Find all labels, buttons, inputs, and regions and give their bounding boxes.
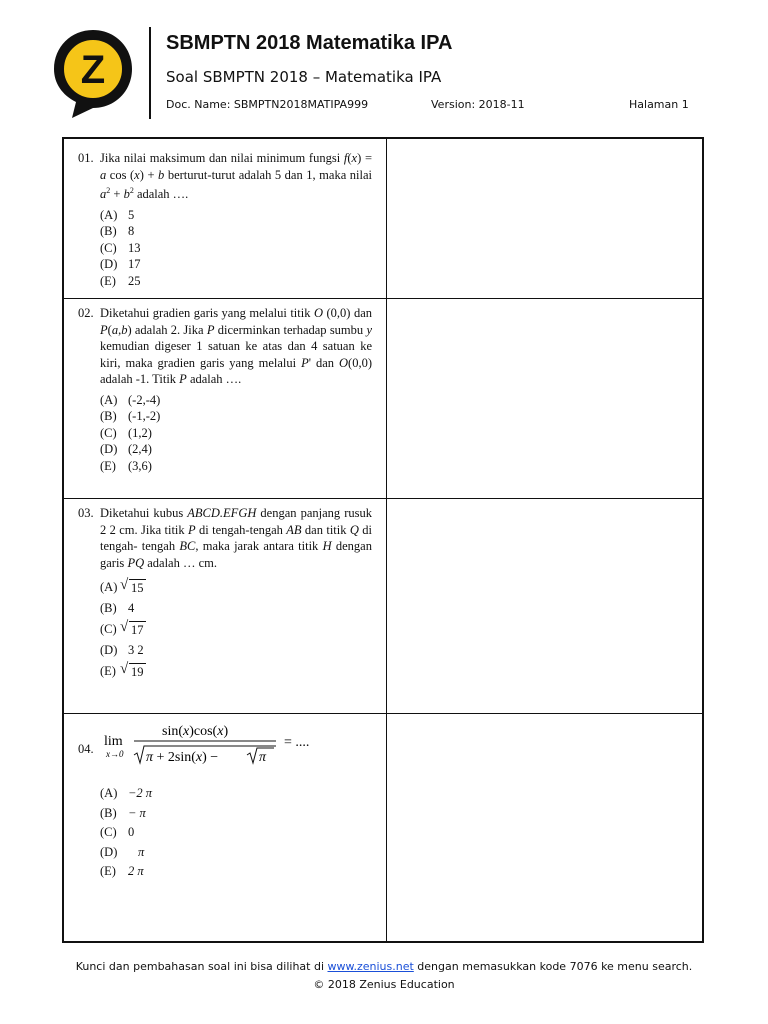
options-list: [100, 392, 372, 475]
option-e[interactable]: (E) (3,6): [100, 458, 152, 473]
question-text: Diketahui kubus ABCD.EFGH dengan panjang rusuk 2 2 cm. Jika titik P di tengah-tengah AB dan titik Q di tengah- tengah BC, maka jarak antara titik H dengan garis PQ adalah … cm.: [100, 506, 372, 570]
question-number: 02.: [78, 306, 94, 320]
copyright: © 2018 Zenius Education: [313, 978, 455, 991]
zenius-logo: [52, 28, 134, 120]
option-e[interactable]: (E) 2 π: [100, 864, 144, 878]
options-list: [100, 579, 372, 684]
row-divider: [64, 713, 702, 714]
svg-text:π: π: [259, 750, 267, 765]
option-a[interactable]: (A) (-2,-4): [100, 392, 161, 407]
zenius-link[interactable]: www.zenius.net: [327, 960, 414, 973]
doc-name: Doc. Name: SBMPTN2018MATIPA999: [166, 98, 369, 111]
question-number: 04.: [78, 742, 94, 756]
option-e[interactable]: (E) √ 19: [100, 663, 372, 684]
svg-text:sin(x)cos(x): sin(x)cos(x): [162, 724, 229, 739]
doc-version: Version: 2018-11: [431, 98, 525, 111]
question-number: 01.: [78, 151, 94, 165]
column-divider: [386, 139, 387, 941]
option-d[interactable]: (D) (2,4): [100, 442, 152, 456]
option-a[interactable]: (A) −2 π: [100, 786, 153, 800]
option-d[interactable]: (D) 3 2: [100, 643, 144, 657]
header-divider: [149, 27, 151, 119]
row-divider: [64, 298, 702, 299]
option-b[interactable]: (B) − π: [100, 805, 146, 820]
row-divider: [64, 498, 702, 499]
option-b[interactable]: (B) 8: [100, 224, 135, 239]
logo-letter: Z: [80, 48, 106, 92]
option-c[interactable]: (C) (1,2): [100, 425, 152, 440]
question-02: [78, 305, 372, 474]
svg-text:lim: lim: [104, 734, 123, 749]
options-list: [100, 207, 372, 290]
option-d[interactable]: (D) 17: [100, 257, 141, 272]
svg-text:π + 2sin(x) −: π + 2sin(x) −: [146, 750, 219, 765]
svg-text:= ....: = ....: [284, 735, 310, 750]
footer-note: Kunci dan pembahasan soal ini bisa dilihat di www.zenius.net dengan memasukkan kode 7076 ke menu search.: [75, 960, 693, 973]
option-b[interactable]: (B) 4: [100, 601, 135, 615]
limit-expression: [104, 719, 354, 769]
option-d[interactable]: (D) π: [100, 844, 145, 859]
question-text: Diketahui gradien garis yang melalui titik O (0,0) dan P(a,b) adalah 2. Jika P dicerminkan terhadap sumbu y kemudian digeser 1 satuan ke atas dan 4 satuan ke kiri, maka gradien garis yang melalui P' dan O(0,0) adalah -1. Titik P adalah ….: [100, 306, 373, 386]
option-c[interactable]: (C) √ 17: [100, 621, 372, 642]
option-a[interactable]: (A) 5: [100, 207, 135, 222]
question-table: [62, 137, 704, 943]
option-b[interactable]: (B) (-1,-2): [100, 409, 161, 423]
doc-title: SBMPTN 2018 Matematika IPA: [166, 32, 453, 54]
doc-subtitle: Soal SBMPTN 2018 – Matematika IPA: [166, 68, 442, 86]
option-c[interactable]: (C) 0: [100, 825, 135, 839]
question-number: 03.: [78, 506, 94, 520]
option-c[interactable]: (C) 13: [100, 240, 141, 255]
question-03: [78, 505, 372, 684]
option-a[interactable]: (A) √ 15: [100, 579, 372, 600]
page-number: Halaman 1: [629, 98, 689, 111]
options-list: [100, 785, 152, 883]
svg-text:x→0: x→0: [106, 749, 124, 759]
question-text: Jika nilai maksimum dan nilai minimum fungsi f(x) = a cos (x) + b berturut-turut adalah 5 dan 1, maka nilai $a^2 + b^2$ adalah ….: [100, 151, 373, 202]
question-01: [78, 150, 372, 289]
option-e[interactable]: (E) 25: [100, 273, 141, 288]
